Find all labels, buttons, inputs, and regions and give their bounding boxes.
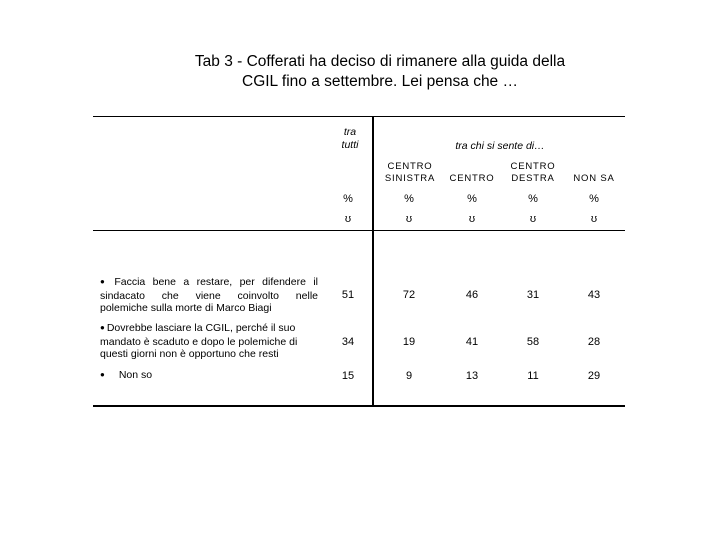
column-header-line1: CENTRO	[510, 161, 556, 172]
column-header-line1	[440, 161, 504, 173]
table-cell: 41	[465, 336, 479, 348]
table-cell: 72	[402, 289, 416, 301]
table-cell: 13	[465, 370, 479, 382]
table-cell: 28	[587, 336, 601, 348]
percent-symbol: %	[467, 193, 477, 205]
column-header-centro-destra	[500, 161, 566, 185]
title-line-1: Tab 3 - Cofferati ha deciso di rimanere alla guida della	[194, 53, 566, 70]
table-title	[150, 52, 610, 92]
percent-symbol: %	[589, 193, 599, 205]
header-tutti: tutti	[341, 139, 359, 151]
column-header-line1: CENTRO	[387, 161, 433, 172]
table-cell: 51	[341, 289, 355, 301]
top-rule	[93, 116, 625, 117]
marker-symbol: ʊ	[590, 213, 598, 225]
bullet-icon: ●	[100, 277, 110, 286]
column-header-line2: CENTRO	[449, 173, 495, 184]
row-label-lasciare	[100, 322, 318, 361]
marker-symbol: ʊ	[468, 213, 476, 225]
header-tra-tutti	[330, 126, 370, 152]
header-group-label: tra chi si sente di…	[455, 140, 545, 152]
bottom-rule	[93, 405, 625, 407]
row-label-line: mandato è scaduto e dopo le polemiche di	[100, 335, 298, 348]
table-cell: 31	[526, 289, 540, 301]
row-label-text: Faccia bene a restare, per difendere il	[114, 276, 318, 288]
row-label-restare	[100, 276, 318, 315]
bullet-icon: ●	[100, 370, 105, 379]
percent-symbol: %	[404, 193, 414, 205]
row-label-line: sindacato che viene coinvolto nelle	[100, 289, 318, 302]
column-header-line2: SINISTRA	[384, 173, 436, 184]
column-header-line2: DESTRA	[511, 173, 555, 184]
header-tra: tra	[343, 126, 357, 138]
column-header-centro-sinistra	[376, 161, 444, 185]
row-label-line: polemiche sulla morte di Marco Biagi	[100, 302, 272, 314]
table-cell: 29	[587, 370, 601, 382]
bullet-icon: ●	[100, 323, 105, 332]
percent-symbol: %	[343, 193, 353, 205]
column-header-line2: NON SA	[573, 173, 615, 184]
table-cell: 19	[402, 336, 416, 348]
table-cell: 46	[465, 289, 479, 301]
row-label-line	[100, 276, 318, 290]
column-header-non-sa	[562, 161, 626, 185]
marker-symbol: ʊ	[529, 213, 537, 225]
header-rule	[93, 230, 625, 231]
title-line-2: CGIL fino a settembre. Lei pensa che …	[242, 73, 518, 90]
column-header-line1	[562, 161, 626, 173]
marker-symbol: ʊ	[405, 213, 413, 225]
marker-symbol: ʊ	[344, 213, 352, 225]
column-divider	[372, 116, 374, 406]
row-label-text: Non so	[118, 369, 153, 381]
percent-symbol: %	[528, 193, 538, 205]
row-label-text: Dovrebbe lasciare la CGIL, perché il suo	[106, 322, 296, 334]
table-cell: 11	[527, 370, 539, 382]
table-cell: 34	[341, 336, 355, 348]
row-label-line: questi giorni non è opportuno che resti	[100, 348, 279, 360]
row-label-non-so	[100, 369, 318, 383]
table-cell: 15	[341, 370, 355, 382]
row-label-line	[100, 369, 318, 383]
row-label-line	[100, 322, 318, 336]
table-cell: 58	[526, 336, 540, 348]
column-header-centro	[440, 161, 504, 185]
table-cell: 9	[405, 370, 413, 382]
table-cell: 43	[587, 289, 601, 301]
